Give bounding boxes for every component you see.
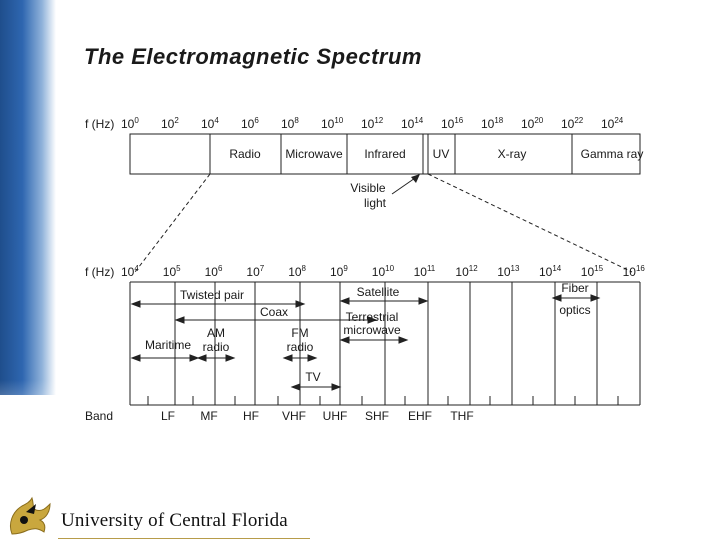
fm-line2: radio <box>286 340 314 354</box>
arrowhead-icon <box>341 337 349 343</box>
band-xray: X-ray <box>497 147 527 161</box>
band-shf: SHF <box>365 409 389 423</box>
band-ehf: EHF <box>408 409 432 423</box>
scale-tick-label: $10^{13}$ <box>497 264 520 279</box>
scale-tick-label: $10^{16}$ <box>441 116 464 131</box>
scale-tick-label: $10^{15}$ <box>580 264 604 279</box>
band-uhf: UHF <box>322 409 348 423</box>
fm-line1: FM <box>291 326 309 340</box>
scale-tick-label: $10^{11}$ <box>413 264 436 279</box>
scale-tick-label: $10^{10}$ <box>321 116 344 131</box>
coax-label: Coax <box>259 305 289 319</box>
bottom-scale-prefix: f (Hz) <box>85 265 115 279</box>
arrowhead-icon <box>341 298 349 304</box>
arrowhead-icon <box>399 337 407 343</box>
arrowhead-icon <box>419 298 427 304</box>
arrowhead-icon <box>591 295 599 301</box>
scale-tick-label: $10^4$ <box>121 264 139 279</box>
band-row-label: Band <box>85 409 114 423</box>
scale-tick-label: $10^{16}$ <box>622 264 645 279</box>
band-infrared: Infrared <box>364 147 406 161</box>
scale-tick-label: $10^{24}$ <box>601 116 624 131</box>
band-hf: HF <box>243 409 259 423</box>
twisted-pair-label: Twisted pair <box>179 288 245 302</box>
fiber-line2: optics <box>559 303 591 317</box>
scale-tick-label: $10^5$ <box>162 264 181 279</box>
zoom-line-left <box>135 174 210 272</box>
scale-tick-label: $10^8$ <box>281 116 299 131</box>
university-name: University of Central Florida <box>61 510 288 531</box>
band-mf: MF <box>200 409 218 423</box>
scale-tick-label: $10^{10}$ <box>371 264 395 279</box>
band-vhf: VHF <box>282 409 306 423</box>
band-thf: THF <box>450 409 474 423</box>
arrowhead-icon <box>332 384 340 390</box>
top-scale-ticks <box>121 116 624 131</box>
am-line2: radio <box>202 340 230 354</box>
band-radio: Radio <box>229 147 261 161</box>
scale-tick-label: $10^{22}$ <box>561 116 584 131</box>
band-gamma-ray: Gamma ray <box>580 147 644 161</box>
arrowhead-icon <box>226 355 234 361</box>
scale-tick-label: $10^{14}$ <box>539 264 562 279</box>
footer-divider <box>58 538 310 539</box>
scale-tick-label: $10^{20}$ <box>521 116 544 131</box>
top-scale-prefix: f (Hz) <box>85 117 115 131</box>
scale-tick-label: $10^{18}$ <box>481 116 504 131</box>
visible-light-line1: Visible <box>350 181 386 195</box>
scale-tick-label: $10^4$ <box>201 116 219 131</box>
am-line1: AM <box>207 326 225 340</box>
band-microwave: Microwave <box>285 147 343 161</box>
arrowhead-icon <box>198 355 206 361</box>
zoom-line-right <box>428 174 632 272</box>
scale-tick-label: $10^{14}$ <box>401 116 424 131</box>
arrowhead-icon <box>308 355 316 361</box>
visible-light-line2: light <box>363 196 387 210</box>
scale-tick-label: $10^7$ <box>246 264 265 279</box>
terrestrial-line1: Terrestrial <box>345 310 399 324</box>
band-uv: UV <box>432 147 450 161</box>
scale-tick-label: $10^8$ <box>288 264 307 279</box>
fiber-line1: Fiber <box>561 281 589 295</box>
scale-tick-label: $10^{12}$ <box>361 116 384 131</box>
slide-title: The Electromagnetic Spectrum <box>84 44 422 69</box>
satellite-label: Satellite <box>356 285 400 299</box>
arrowhead-icon <box>411 174 420 183</box>
pegasus-logo-icon <box>6 494 56 538</box>
arrowhead-icon <box>553 295 561 301</box>
scale-tick-label: $10^6$ <box>204 264 223 279</box>
scale-tick-label: $10^6$ <box>241 116 259 131</box>
arrowhead-icon <box>176 317 184 323</box>
terrestrial-line2: microwave <box>343 323 401 337</box>
band-lf: LF <box>160 409 176 423</box>
arrowhead-icon <box>132 301 140 307</box>
bottom-scale-ticks <box>121 264 645 279</box>
arrowhead-icon <box>132 355 140 361</box>
scale-tick-label: $10^2$ <box>161 116 179 131</box>
maritime-label: Maritime <box>144 338 192 352</box>
scale-tick-label: $10^9$ <box>330 264 348 279</box>
arrowhead-icon <box>284 355 292 361</box>
arrowhead-icon <box>292 384 300 390</box>
scale-tick-label: $10^0$ <box>121 116 139 131</box>
tv-label: TV <box>305 370 321 384</box>
scale-tick-label: $10^{12}$ <box>455 264 478 279</box>
